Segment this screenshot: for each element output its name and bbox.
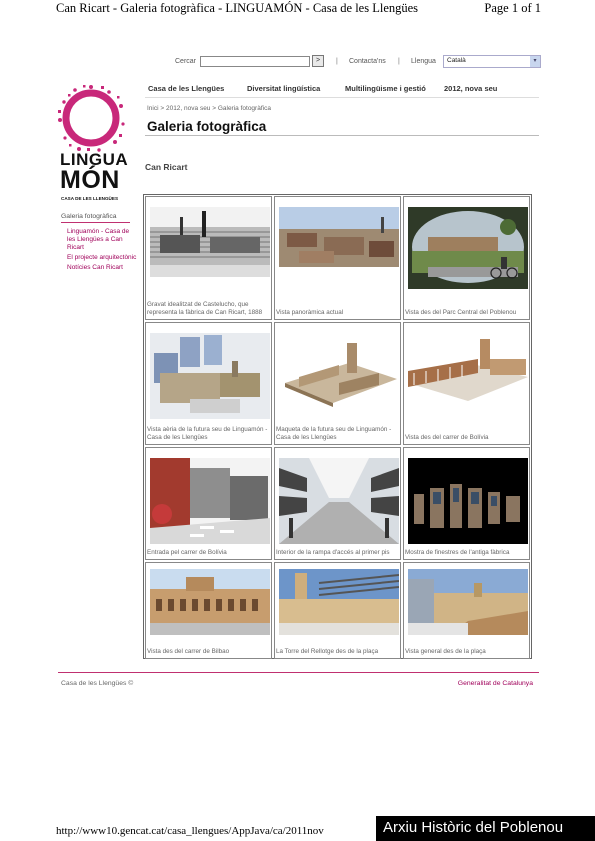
park-photo-thumbnail-icon[interactable] xyxy=(408,207,528,289)
footer-copyright: Casa de les Llengües © xyxy=(61,680,134,687)
entrance-render-thumbnail-icon[interactable] xyxy=(150,458,270,544)
logo-wordmark-bottom: MÓN xyxy=(60,166,120,194)
ramp-interior-thumbnail-icon[interactable] xyxy=(279,458,399,544)
gallery-item[interactable] xyxy=(145,562,272,659)
gallery-caption: Entrada pel carrer de Bolívia xyxy=(147,549,227,556)
language-select[interactable] xyxy=(443,55,541,68)
print-header-title: Can Ricart - Galeria fotogràfica - LINGUAMÓN - Casa de les Llengües xyxy=(56,1,419,15)
gallery-caption: Gravat idealitzat de Castelucho, que representa la fàbrica de Can Ricart, 1888 xyxy=(147,301,263,316)
archive-watermark-badge xyxy=(376,816,595,841)
separator: | xyxy=(398,58,400,65)
logo-wordmark-top: LINGUA xyxy=(60,150,129,169)
gallery-caption: Vista general des de la plaça xyxy=(405,648,486,655)
gallery-caption: Vista des del carrer de Bilbao xyxy=(147,648,230,655)
model-photo-thumbnail-icon[interactable] xyxy=(279,333,399,415)
gallery-caption: Maqueta de la futura seu de Linguamón - Casa de les Llengües xyxy=(276,426,392,441)
gallery-item[interactable] xyxy=(274,447,401,560)
page-title: Galeria fotogràfica xyxy=(147,119,267,134)
nav-item-diversitat-linguistica[interactable]: Diversitat lingüística xyxy=(247,84,321,93)
gallery-caption: Vista des del carrer de Bolívia xyxy=(405,434,489,441)
gallery-item[interactable] xyxy=(145,447,272,560)
sidebar-link-linguamon[interactable]: Linguamón - Casa de les Llengües a Can Ricart xyxy=(67,228,130,251)
language-label: Llengua xyxy=(411,58,436,65)
breadcrumb[interactable]: Inici > 2012, nova seu > Galeria fotogràfica xyxy=(147,105,271,112)
section-title: Can Ricart xyxy=(145,162,188,172)
gallery-caption: Vista aèria de la futura seu de Linguamón - Casa de les Llengües xyxy=(147,426,268,441)
sidebar-divider xyxy=(61,222,130,223)
search-input[interactable] xyxy=(200,56,310,67)
footer-divider xyxy=(58,672,539,673)
footer-generalitat-link[interactable]: Generalitat de Catalunya xyxy=(457,680,533,687)
panoramic-photo-thumbnail-icon[interactable] xyxy=(279,207,399,267)
language-selected-value: Català xyxy=(447,57,466,64)
aerial-render-thumbnail-icon[interactable] xyxy=(150,333,270,419)
gallery-item[interactable] xyxy=(403,196,530,320)
linguamon-logo-icon[interactable] xyxy=(57,84,129,154)
gallery-caption: Vista panoràmica actual xyxy=(276,309,344,316)
photo-gallery xyxy=(143,194,532,659)
gallery-caption: Mostra de finestres de l'antiga fàbrica xyxy=(405,549,510,556)
clock-tower-thumbnail-icon[interactable] xyxy=(279,569,399,635)
nav-item-casa-de-les-llengues[interactable]: Casa de les Llengües xyxy=(148,84,225,93)
search-label: Cercar xyxy=(175,58,197,65)
gallery-caption: Vista des del Parc Central del Poblenou xyxy=(405,309,517,316)
sidebar-title: Galeria fotogràfica xyxy=(61,213,117,220)
logo-tagline: CASA DE LES LLENGÜES xyxy=(61,196,119,201)
street-render-thumbnail-icon[interactable] xyxy=(408,333,528,409)
nav-item-2012-nova-seu[interactable]: 2012, nova seu xyxy=(444,84,498,93)
search-go-button[interactable]: > xyxy=(312,55,324,67)
bilbao-street-thumbnail-icon[interactable] xyxy=(150,569,270,635)
print-footer-url: http://www10.gencat.cat/casa_llengues/AppJava/ca/2011nov xyxy=(56,825,324,837)
gallery-item[interactable] xyxy=(274,196,401,320)
gallery-item[interactable] xyxy=(274,322,401,445)
nav-item-multilinguisme[interactable]: Multilingüisme i gestió xyxy=(345,84,426,93)
gallery-item[interactable] xyxy=(145,322,272,445)
gallery-caption: La Torre del Rellotge des de la plaça xyxy=(276,648,379,655)
gallery-item[interactable] xyxy=(403,322,530,445)
print-page-number: Page 1 of 1 xyxy=(484,1,541,15)
engraving-thumbnail-icon[interactable] xyxy=(150,207,270,277)
nav-divider xyxy=(145,97,539,98)
title-divider xyxy=(145,135,539,136)
archive-watermark-text: Arxiu Històric del Poblenou xyxy=(383,819,564,836)
windows-photo-thumbnail-icon[interactable] xyxy=(408,458,528,544)
gallery-item[interactable] xyxy=(145,196,272,320)
sidebar-link-noticies[interactable]: Notícies Can Ricart xyxy=(67,264,123,271)
gallery-item[interactable] xyxy=(403,447,530,560)
contact-link[interactable]: Contacta'ns xyxy=(349,58,386,65)
gallery-item[interactable] xyxy=(274,562,401,659)
separator: | xyxy=(336,58,338,65)
sidebar-link-projecte-arquitectonic[interactable]: El projecte arquitectònic xyxy=(67,254,137,261)
gallery-caption: Interior de la rampa d'accés al primer pis xyxy=(276,549,390,556)
gallery-item[interactable] xyxy=(403,562,530,659)
dropdown-arrow-icon[interactable]: ▾ xyxy=(530,56,540,67)
square-view-thumbnail-icon[interactable] xyxy=(408,569,528,635)
